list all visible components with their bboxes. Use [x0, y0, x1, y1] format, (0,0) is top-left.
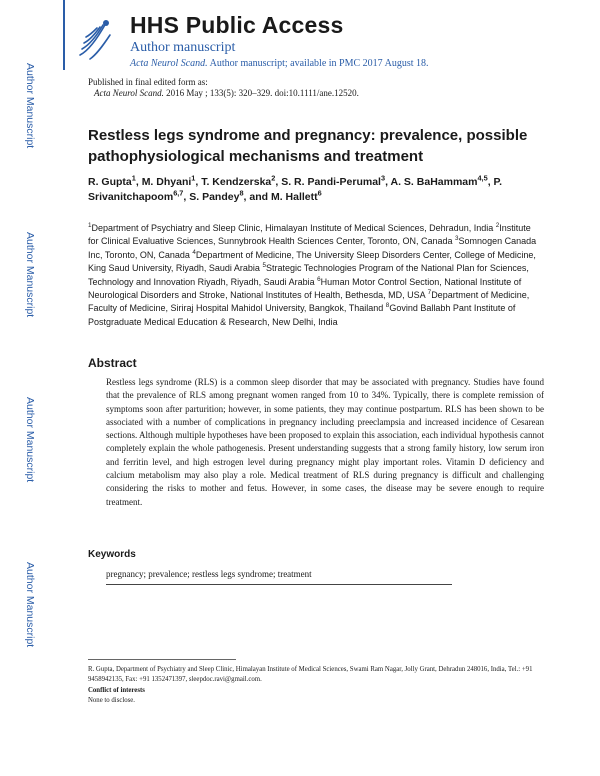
affiliation-number: 2	[495, 222, 500, 229]
author-separator: ,	[183, 191, 190, 203]
hhs-eagle-logo	[76, 15, 114, 63]
author-name: R. Gupta	[88, 176, 132, 188]
author-list	[88, 175, 548, 205]
keywords-divider	[106, 584, 452, 585]
affiliation-text: Institute for Clinical Evaluative Sciences, Sunnybrook Health Sciences Center, Toronto, ON, Canada	[88, 223, 531, 247]
citation-details: 2016 May ; 133(5): 320–329. doi:10.1111/ane.12520.	[163, 88, 359, 98]
author-name: T. Kendzerska	[201, 176, 272, 188]
correspondence-note: R. Gupta, Department of Psychiatry and Sleep Clinic, Himalayan Institute of Medical Sciences, Swami Ram Nagar, Jolly Grant, Dehradun 248016, India, Tel.: +91 9458942135, Fax: +91 1352471397, sleepdoc.ravi@gmail.com.	[88, 666, 533, 683]
availability-line	[130, 58, 429, 69]
article-title: Restless legs syndrome and pregnancy: prevalence, possible pathophysiological mechanisms and treatment	[88, 127, 528, 165]
footnote-divider	[88, 659, 236, 660]
affiliation-text: Department of Medicine, Faculty of Medicine, Siriraj Hospital Mahidol University, Bangkok, Thailand	[88, 290, 530, 314]
author-separator: ,	[385, 176, 391, 188]
published-in-label: Published in final edited form as:	[88, 77, 208, 87]
affiliation-text: Strategic Technologies Program of the National Plan for Sciences, Technology and Innovation Riyadh, Riyadh, Saudi Arabia	[88, 263, 529, 287]
author-name: M. Dhyani	[141, 176, 192, 188]
author-affiliation-number: 3	[380, 173, 386, 183]
citation-journal: Acta Neurol Scand.	[94, 88, 164, 98]
conflict-of-interests-heading: Conflict of interests	[88, 687, 145, 694]
author-affiliation-number: 2	[271, 173, 276, 183]
affiliation-number: 1	[88, 222, 92, 229]
affiliation-number: 6	[317, 275, 321, 283]
author-affiliation-number: 8	[239, 188, 244, 198]
author-separator: ,	[275, 176, 282, 188]
affiliation-number: 8	[385, 302, 390, 310]
conflict-of-interests-text: None to disclose.	[88, 697, 136, 704]
side-label-author-manuscript: Author Manuscript	[24, 397, 36, 483]
author-affiliation-number: 1	[131, 173, 136, 183]
author-affiliation-number: 1	[191, 173, 196, 183]
author-affiliation-number: 6	[317, 188, 322, 198]
affiliation-number: 3	[455, 235, 459, 243]
author-name: M. Hallett	[270, 191, 318, 203]
header-divider	[63, 0, 65, 70]
keywords-list: pregnancy; prevalence; restless legs syndrome; treatment	[106, 569, 312, 579]
availability-journal: Acta Neurol Scand.	[130, 58, 208, 69]
affiliation-text: Department of Psychiatry and Sleep Clinic, Himalayan Institute of Medical Sciences, Dehradun, India	[91, 223, 496, 233]
abstract-text: Restless legs syndrome (RLS) is a common sleep disorder that may be associated with pregnancy. Studies have found that the prevalence of RLS among pregnant women ranged from 10 to 34%. Typically, there is complete remission of symptoms soon after parturition; however, in some patients, they may continue postpartum. RLS has been shown to be associated with a number of complications in pregnancy including preeclampsia and increased incidence of Cesarean sections. Although multiple hypotheses have been proposed to explain this association, each individual hypothesis cannot completely explain the whole pathogenesis. Present understanding suggests that a strong family history, low serum iron and ferritin level, and high estrogen level during pregnancy might play important roles. Vitamin D deficiency and calcium metabolism may also play a role. Medical treatment of RLS during pregnancy is difficult and challenging considering the risks to mother and fetus. However, in some cases, the disease may be severe enough to require treatment.	[106, 377, 544, 507]
affiliation-text: Human Motor Control Section, National Institute of Neurological Disorders and Stroke, National Institutes of Health, Bethesda, MD, USA	[88, 276, 522, 301]
citation-line	[94, 88, 359, 98]
side-label-author-manuscript: Author Manuscript	[24, 232, 36, 318]
affiliation-number: 5	[262, 262, 266, 270]
availability-text: Author manuscript; available in PMC 2017 August 18.	[207, 58, 429, 69]
affiliations	[88, 222, 538, 329]
side-label-author-manuscript: Author Manuscript	[24, 63, 36, 149]
author-separator: ,	[135, 176, 142, 188]
side-label-author-manuscript: Author Manuscript	[24, 562, 36, 648]
author-name: S. Pandey	[189, 191, 240, 203]
author-affiliation-number: 4,5	[477, 173, 488, 183]
author-name: A. S. BaHammam	[390, 176, 478, 188]
hhs-public-access-title: HHS Public Access	[130, 12, 344, 38]
author-separator: ,	[195, 176, 202, 188]
affiliation-text: Department of Medicine, The University Sleep Disorders Center, College of Medicine, King Saud University, Riyadh, Saudi Arabia	[88, 249, 536, 274]
abstract-heading: Abstract	[88, 356, 137, 370]
affiliation-text: Govind Ballabh Pant Institute of Postgraduate Medical Education & Research, New Delhi, India	[88, 303, 516, 327]
author-manuscript-label: Author manuscript	[130, 40, 236, 55]
author-separator: ,	[487, 176, 494, 188]
affiliation-number: 4	[192, 248, 196, 256]
affiliation-number: 7	[427, 289, 432, 297]
author-name: S. R. Pandi-Perumal	[281, 176, 381, 188]
keywords-heading: Keywords	[88, 549, 136, 560]
author-name: P. Srivanitchapoom	[88, 176, 503, 203]
author-separator: , and	[243, 191, 271, 203]
affiliation-text: Somnogen Canada Inc, Toronto, ON, Canada	[88, 236, 537, 260]
author-affiliation-number: 6,7	[173, 188, 184, 198]
